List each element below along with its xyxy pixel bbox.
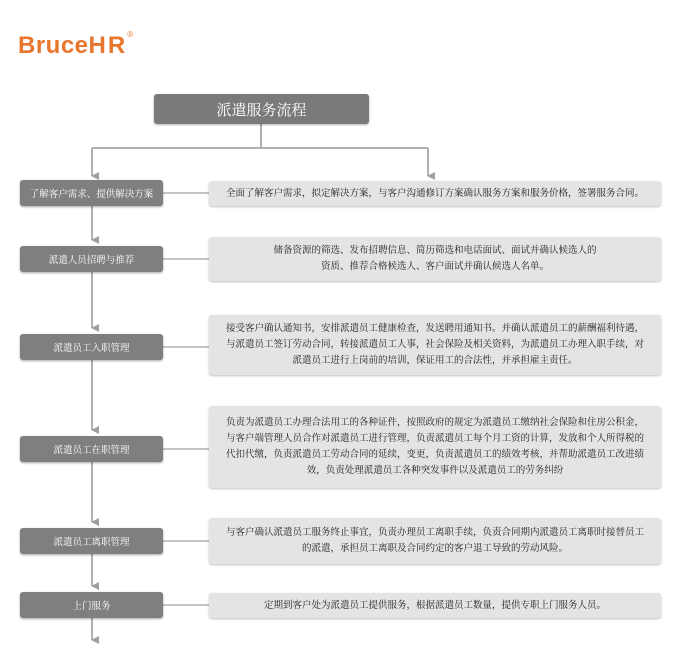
desc-onsite-service <box>209 593 661 618</box>
registered-mark: ® <box>127 30 134 39</box>
desc-text: 与客户确认派遣员工服务终止事宜，负责办理员工离职手续，负责合同期内派遣员工离职时接替员工的派遣，承担员工离职及合同约定的客户退工导致的劳动风险。 <box>225 527 644 554</box>
desc-text: 负责为派遣员工办理合法用工的各种证件，按照政府的规定为派遣员工缴纳社会保险和住房公积金，与客户端管理人员合作对派遣员工进行管理，负责派遣员工每个月工资的计算，发放和个人所得税的代扣代缴，负责派遣员工劳动合同的延续，变更，负责派遣员工的绩效考核，并帮助派遣员工改进绩效，负责处理派遣员工各种突发事件以及派遣员工的劳务纠纷 <box>225 417 644 476</box>
desc-onboarding <box>209 315 661 375</box>
desc-offboarding <box>209 518 661 564</box>
step-onsite-service: 上门服务 <box>20 592 163 618</box>
desc-text: 定期到客户处为派遣员工提供服务，根据派遣员工数量，提供专职上门服务人员。 <box>263 599 606 611</box>
step-understand-needs: 了解客户需求、提供解决方案 <box>20 180 163 206</box>
desc-in-service <box>209 406 661 488</box>
step-onboarding: 派遣员工入职管理 <box>20 334 163 360</box>
desc-text: 全面了解客户需求，拟定解决方案，与客户沟通修订方案确认服务方案和服务价格，签署服务合同。 <box>225 187 644 199</box>
logo-accent: HR <box>88 32 128 59</box>
desc-text: 接受客户确认通知书，安排派遣员工健康检查，发送聘用通知书。并确认派遣员工的薪酬福利待遇，与派遣员工签订劳动合同，转接派遣员工人事，社会保险及相关资料，为派遣员工办理入职手续，对派遣员工进行上岗前的培训，保证用工的合法性，并承担雇主责任。 <box>225 323 644 366</box>
step-recruitment: 派遣人员招聘与推荐 <box>20 246 163 272</box>
desc-text: 储备资源的筛选、发布招聘信息、简历筛选和电话面试、面试并确认候选人的资质、推荐合格候选人、客户面试并确认候选人名单。 <box>273 245 597 272</box>
step-in-service: 派遣员工在职管理 <box>20 436 163 462</box>
step-offboarding: 派遣员工离职管理 <box>20 528 163 554</box>
desc-understand-needs <box>209 181 661 206</box>
flow-title: 派遣服务流程 <box>154 94 369 124</box>
logo-text: Bruce <box>18 32 89 59</box>
desc-recruitment <box>209 237 661 281</box>
